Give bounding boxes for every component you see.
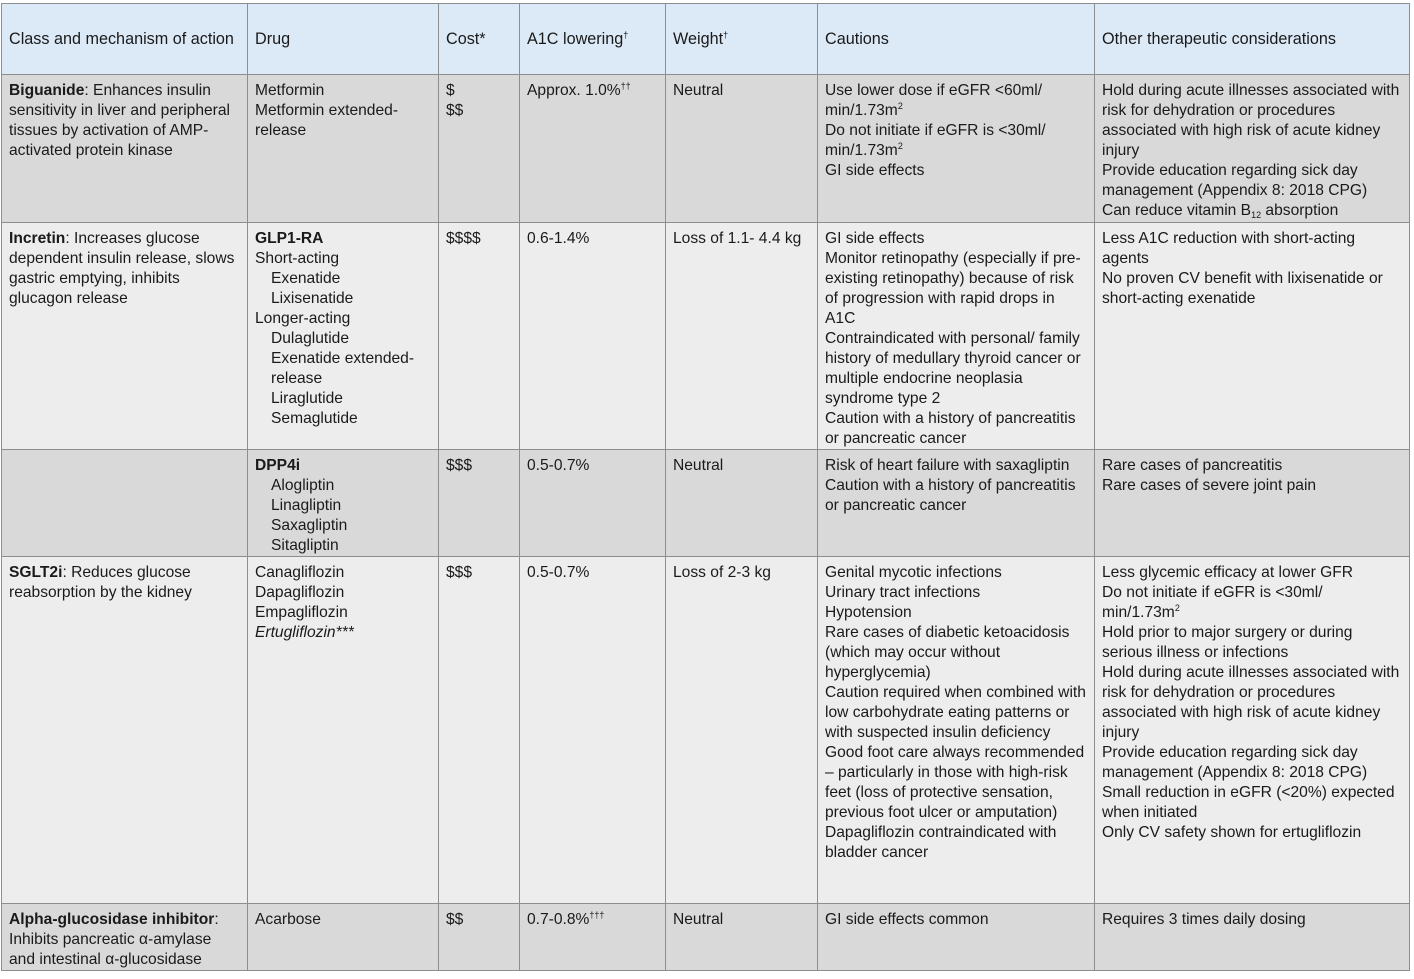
cautions-cell: GI side effects common [818, 904, 1095, 971]
table-row-alpha-glucosidase [2, 904, 1410, 971]
a1c-cell: 0.5-0.7% [520, 450, 666, 557]
drug-cell: Metformin Metformin extended-release [248, 75, 439, 223]
a1c-cell: 0.6-1.4% [520, 223, 666, 450]
class-cell: Incretin: Increases glucose dependent insulin release, slows gastric emptying, inhibits glucagon release [2, 223, 248, 450]
weight-cell: Neutral [666, 450, 818, 557]
cautions-cell: Use lower dose if eGFR <60ml/ $\min/1.73m^2$ Do not initiate if eGFR is <30ml/ $\min/1.73m^2$ GI side effects [818, 75, 1095, 223]
other-cell: Rare cases of pancreatitis Rare cases of severe joint pain [1095, 450, 1410, 557]
drug-cell: Acarbose [248, 904, 439, 971]
a1c-cell: 0.7-0.8%††† [520, 904, 666, 971]
table-row-dpp4i [2, 450, 1410, 557]
header-other: Other therapeutic considerations [1095, 4, 1410, 75]
cost-cell: $$$ [439, 557, 520, 904]
class-cell: Alpha-glucosidase inhibitor: Inhibits pancreatic α-amylase and intestinal α-glucosidase [2, 904, 248, 971]
cost-cell: $$ [439, 904, 520, 971]
weight-cell: Neutral [666, 904, 818, 971]
drug-comparison-table [1, 3, 1410, 971]
header-class: Class and mechanism of action [2, 4, 248, 75]
table-row-sglt2i [2, 557, 1410, 904]
cautions-cell: Genital mycotic infections Urinary tract infections Hypotension Rare cases of diabetic ketoacidosis (which may occur without hyperglycemia) Caution required when combined with low carbohydrate eating patterns or with suspected insulin deficiency Good foot care always recommended – particularly in those with high-risk feet (loss of protective sensation, previous foot ulcer or amputation) Dapagliflozin contraindicated with bladder cancer [818, 557, 1095, 904]
drug-cell: GLP1-RA Short-acting Exenatide Lixisenatide Longer-acting Dulaglutide Exenatide extended-release Liraglutide Semaglutide [248, 223, 439, 450]
header-row [2, 4, 1410, 75]
cautions-cell: GI side effects Monitor retinopathy (especially if pre-existing retinopathy) because of risk of progression with rapid drops in A1C Contraindicated with personal/ family history of medullary thyroid cancer or multiple endocrine neoplasia syndrome type 2 Caution with a history of pancreatitis or pancreatic cancer [818, 223, 1095, 450]
class-cell: Biguanide: Enhances insulin sensitivity in liver and peripheral tissues by activation of AMP-activated protein kinase [2, 75, 248, 223]
a1c-cell: 0.5-0.7% [520, 557, 666, 904]
header-a1c: A1C lowering† [520, 4, 666, 75]
header-cost: Cost* [439, 4, 520, 75]
class-cell [2, 450, 248, 557]
table-row-incretin [2, 223, 1410, 450]
header-drug: Drug [248, 4, 439, 75]
cost-cell: $ $$ [439, 75, 520, 223]
header-weight: Weight† [666, 4, 818, 75]
weight-cell: Loss of 2-3 kg [666, 557, 818, 904]
other-cell: Less glycemic efficacy at lower GFR Do not initiate if eGFR is <30ml/ $\min/1.73m^2$ Hold prior to major surgery or during serious illness or infections Hold during acute illnesses associated with risk for dehydration or procedures associated with high risk of acute kidney injury Provide education regarding sick day management (Appendix 8: 2018 CPG) Small reduction in eGFR (<20%) expected when initiated Only CV safety shown for ertugliflozin [1095, 557, 1410, 904]
weight-cell: Loss of 1.1- 4.4 kg [666, 223, 818, 450]
a1c-cell: Approx. 1.0%†† [520, 75, 666, 223]
weight-cell: Neutral [666, 75, 818, 223]
other-cell: Hold during acute illnesses associated with risk for dehydration or procedures associated with high risk of acute kidney injury Provide education regarding sick day management (Appendix 8: 2018 CPG) Can reduce vitamin $B_{12}$ absorption [1095, 75, 1410, 223]
table-row-biguanide [2, 75, 1410, 223]
cost-cell: $$$$ [439, 223, 520, 450]
cautions-cell: Risk of heart failure with saxagliptin Caution with a history of pancreatitis or pancreatic cancer [818, 450, 1095, 557]
header-cautions: Cautions [818, 4, 1095, 75]
drug-cell: Canagliflozin Dapagliflozin Empagliflozin Ertugliflozin*** [248, 557, 439, 904]
other-cell: Less A1C reduction with short-acting agents No proven CV benefit with lixisenatide or short-acting exenatide [1095, 223, 1410, 450]
other-cell: Requires 3 times daily dosing [1095, 904, 1410, 971]
drug-cell: DPP4i Alogliptin Linagliptin Saxagliptin Sitagliptin [248, 450, 439, 557]
class-cell: SGLT2i: Reduces glucose reabsorption by the kidney [2, 557, 248, 904]
cost-cell: $$$ [439, 450, 520, 557]
